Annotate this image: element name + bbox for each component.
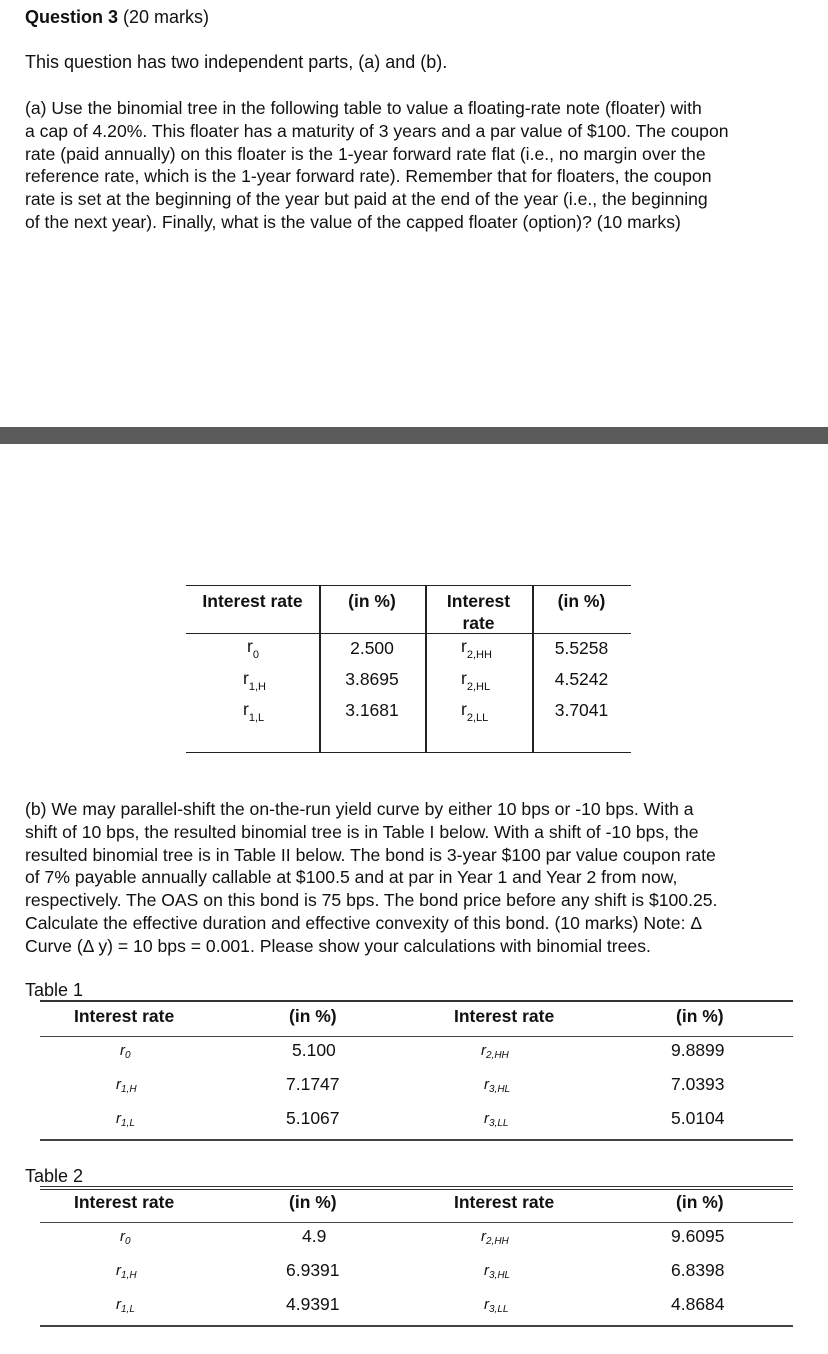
- rate-value: 4.9: [302, 1226, 327, 1246]
- table-bottom-rule: [40, 1139, 793, 1141]
- rate-value: 3.8695: [345, 669, 399, 689]
- header-interest-rate: Interest rate: [74, 1006, 175, 1026]
- rate-value: 7.1747: [286, 1074, 340, 1094]
- part-b-line: Curve (Δ y) = 10 bps = 0.001. Please show your calculations with binomial trees.: [25, 935, 651, 956]
- table2-caption: Table 2: [25, 1166, 84, 1186]
- rate-symbol: $r_{3,HL}$: [484, 1262, 511, 1281]
- part-b-text: [25, 798, 800, 958]
- part-b-line: respectively. The OAS on this bond is 75 bps. The bond price before any shift is $100.25.: [25, 890, 718, 911]
- rate-value: 6.9391: [286, 1260, 340, 1280]
- rate-symbol: $r_0$: [247, 636, 259, 661]
- rate-symbol: $r_{1,H}$: [243, 668, 266, 693]
- part-b-line: (b) We may parallel-shift the on-the-run yield curve by either 10 bps or -10 bps. With a: [25, 799, 694, 819]
- rate-symbol: $r_{2,LL}$: [461, 699, 489, 724]
- part-a-rate-table: [186, 585, 631, 753]
- part-b-line: Calculate the effective duration and effective convexity of this bond. (10 marks) Note: Δ: [25, 912, 703, 933]
- table1: [40, 1000, 793, 1142]
- part-b-line: shift of 10 bps, the resulted binomial tree is in Table I below. With a shift of -10 bps, the: [25, 821, 699, 842]
- table-header-rule: [40, 1036, 793, 1037]
- part-a-text: [25, 97, 800, 234]
- rate-value: 9.8899: [671, 1040, 725, 1060]
- rate-value: 4.5242: [554, 669, 609, 689]
- question-title: [25, 7, 209, 28]
- header-interest-rate-2: Interest rate: [454, 1006, 555, 1026]
- header-in-percent: (in %): [289, 1192, 337, 1212]
- header-in-percent: (in %): [348, 591, 396, 611]
- part-b-line: resulted binomial tree is in Table II below. The bond is 3-year $100 par value coupon rate: [25, 844, 716, 865]
- rate-symbol: $r_{1,H}$: [116, 1076, 137, 1095]
- part-a-line: reference rate, which is the 1-year forward rate). Remember that for floaters, the coupon: [25, 166, 712, 187]
- part-a-line: rate (paid annually) on this floater is the 1-year forward rate flat (i.e., no margin over the: [25, 143, 706, 164]
- rate-value: 5.100: [292, 1040, 336, 1060]
- rate-value: 3.7041: [554, 700, 609, 720]
- part-a-line: (a) Use the binomial tree in the following table to value a floating-rate note (floater) with: [25, 98, 702, 118]
- part-a-line: rate is set at the beginning of the year but paid at the end of the year (i.e., the beginning: [25, 189, 708, 210]
- table-top-rule: [40, 1000, 793, 1002]
- header-interest-rate-2: Interest rate: [454, 1192, 555, 1212]
- rate-symbol: $r_{1,L}$: [116, 1296, 135, 1315]
- rate-symbol: $r_0$: [120, 1042, 131, 1061]
- question-number: Question 3: [25, 7, 119, 27]
- rate-symbol: $r_{1,H}$: [116, 1262, 137, 1281]
- rate-symbol: $r_{3,HL}$: [484, 1076, 511, 1095]
- rate-value: 5.0104: [671, 1108, 725, 1128]
- header-in-percent: (in %): [289, 1006, 337, 1026]
- rate-symbol: $r_{1,L}$: [243, 699, 265, 724]
- header-interest-rate: Interest rate: [202, 591, 303, 611]
- header-in-percent-2: (in %): [557, 591, 606, 611]
- rate-value: 2.500: [350, 638, 394, 658]
- header-in-percent-2: (in %): [676, 1192, 724, 1212]
- rate-value: 4.9391: [286, 1294, 340, 1314]
- table2: [40, 1186, 793, 1328]
- rate-symbol: $r_{1,L}$: [116, 1110, 135, 1129]
- table-top-rule: [40, 1186, 793, 1187]
- part-b-line: of 7% payable annually callable at $100.5 and at par in Year 1 and Year 2 from now,: [25, 867, 678, 888]
- rate-value: 3.1681: [345, 700, 399, 720]
- table-top-rule-2: [40, 1189, 793, 1190]
- header-rate: rate: [462, 613, 495, 633]
- table-bottom-rule: [40, 1325, 793, 1327]
- table-header-rule: [186, 633, 631, 634]
- rate-symbol: $r_{2,HH}$: [481, 1042, 509, 1061]
- header-interest: Interest: [446, 591, 511, 611]
- part-a-line: a cap of 4.20%. This floater has a maturity of 3 years and a par value of $100. The coupon: [25, 120, 729, 141]
- rate-value: 5.1067: [286, 1108, 340, 1128]
- rate-symbol: $r_{3,LL}$: [484, 1110, 509, 1129]
- rate-value: 6.8398: [671, 1260, 725, 1280]
- section-divider: [0, 427, 828, 444]
- rate-symbol: $r_{2,HH}$: [481, 1228, 509, 1247]
- rate-value: 5.5258: [554, 638, 609, 658]
- question-intro: This question has two independent parts, (a) and (b).: [25, 52, 448, 72]
- rate-symbol: $r_0$: [120, 1228, 131, 1247]
- rate-symbol: $r_{3,LL}$: [484, 1296, 509, 1315]
- table1-caption: Table 1: [25, 980, 84, 1000]
- header-interest-rate: Interest rate: [74, 1192, 175, 1212]
- rate-value: 4.8684: [671, 1294, 725, 1314]
- rate-value: 7.0393: [671, 1074, 725, 1094]
- question-marks: (20 marks): [118, 7, 210, 27]
- part-a-line: of the next year). Finally, what is the value of the capped floater (option)? (10 marks): [25, 211, 681, 232]
- rate-symbol: $r_{2,HH}$: [461, 636, 492, 661]
- table-header-rule: [40, 1222, 793, 1223]
- header-in-percent-2: (in %): [676, 1006, 724, 1026]
- rate-value: 9.6095: [671, 1226, 725, 1246]
- rate-symbol: $r_{2,HL}$: [461, 668, 491, 693]
